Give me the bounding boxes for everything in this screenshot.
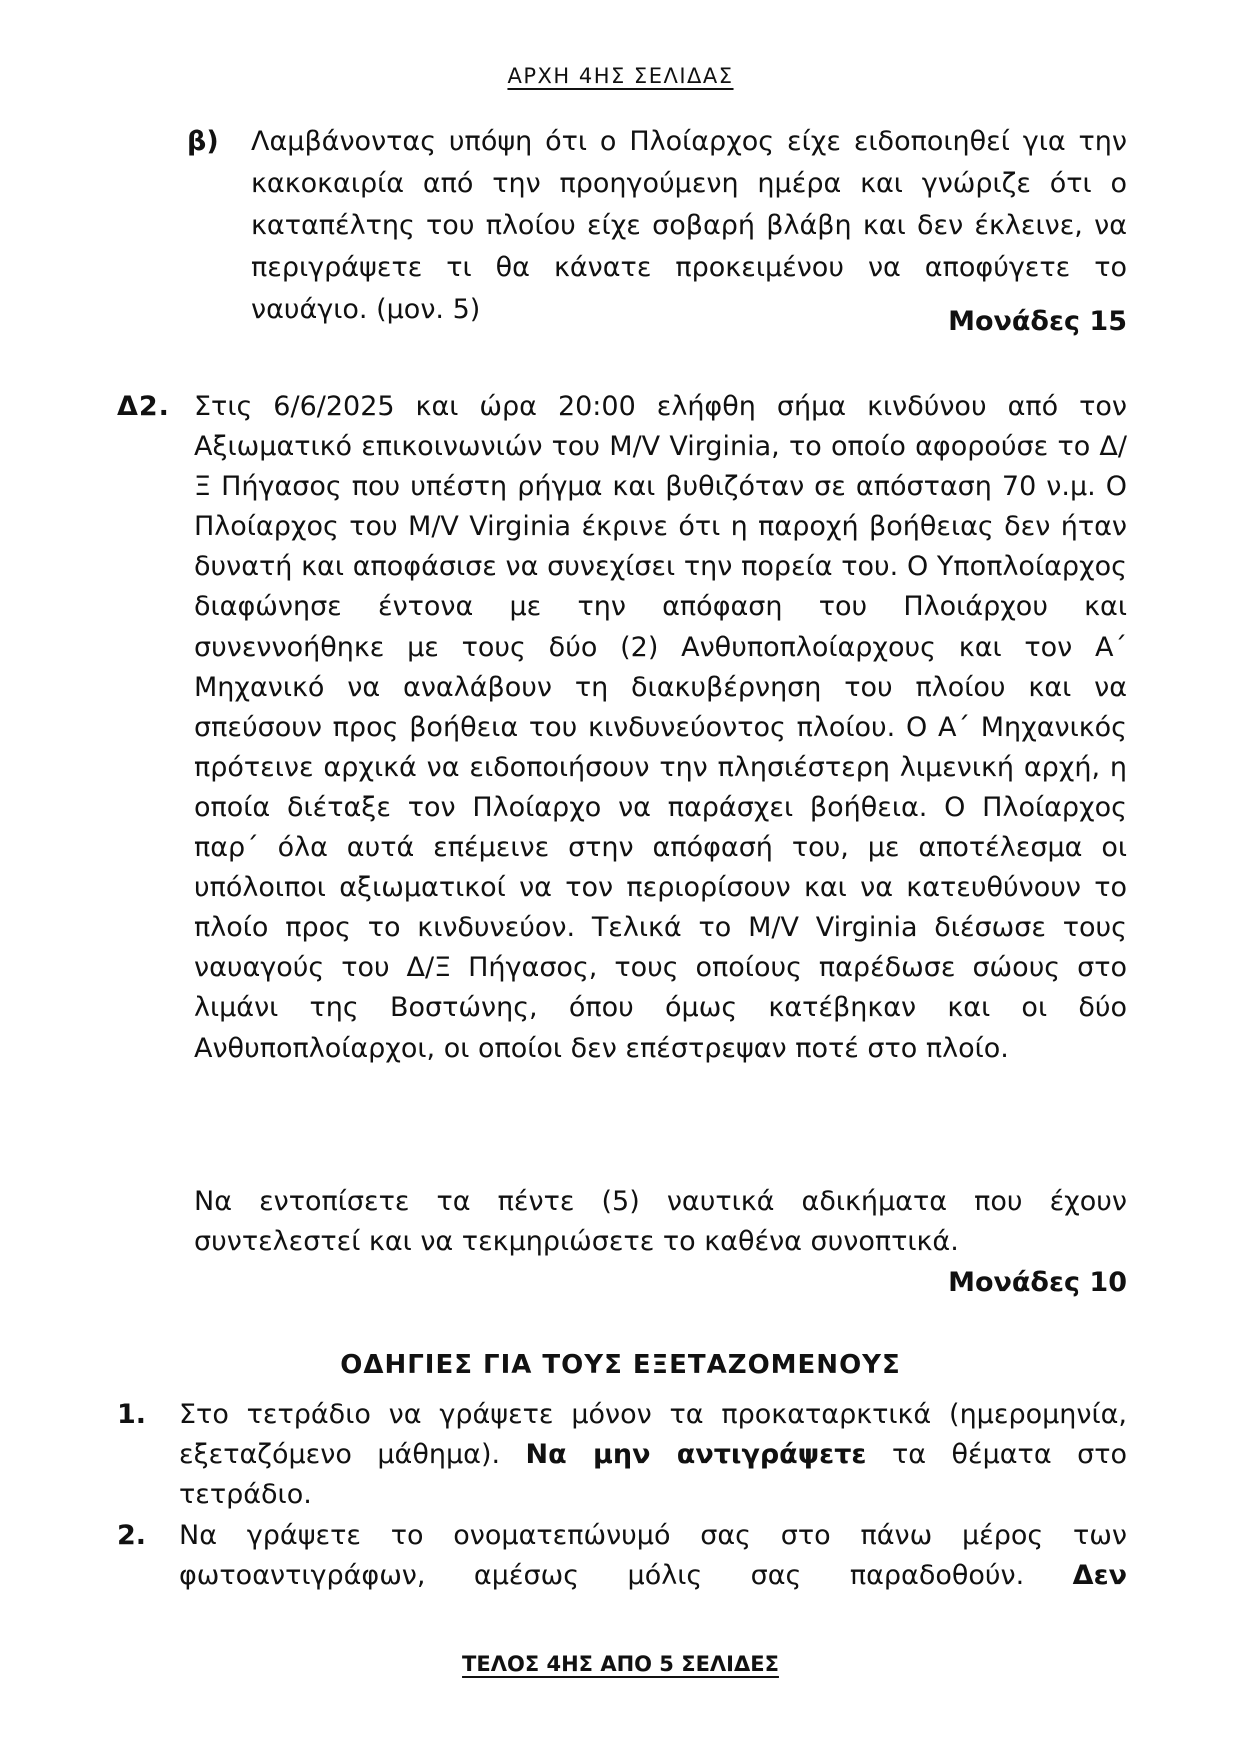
instruction-text-part: Να γράψετε το ονοματεπώνυμό σας στο πάνω μέρος των φωτοαντιγράφων, αμέσως μόλις σας παραδοθούν. bbox=[179, 1520, 1127, 1591]
page-footer: ΤΕΛΟΣ 4ΗΣ ΑΠΟ 5 ΣΕΛΙΔΕΣ bbox=[462, 1652, 779, 1676]
instruction-bold-text: Να μην αντιγράψετε bbox=[525, 1439, 867, 1470]
question-d2-text: Στις 6/6/2025 και ώρα 20:00 ελήφθη σήμα κινδύνου από τον Αξιωματικό επικοινωνιών του M/V Virginia, το οποίο αφορούσε το Δ/Ξ Πήγασος που υπέστη ρήγμα και βυθιζόταν σε απόσταση 70 ν.μ. Ο Πλοίαρχος του M/V Virginia έκρινε ότι η παροχή βοήθειας δεν ήταν δυνατή και αποφάσισε να συνεχίσει την πορεία του. Ο Υποπλοίαρχος διαφώνησε έντονα με την απόφαση του Πλοιάρχου και συνεννοήθηκε με τους δύο (2) Ανθυποπλοίαρχους και τον Α΄ Μηχανικό να αναλάβουν τη διακυβέρνηση του πλοίου και να σπεύσουν προς βοήθεια του κινδυνεύοντος πλοίου. Ο Α΄ Μηχανικός πρότεινε αρχικά να ειδοποιήσουν την πλησιέστερη λιμενική αρχή, η οποία διέταξε τον Πλοίαρχο να παράσχει βοήθεια. Ο Πλοίαρχος παρ΄ όλα αυτά επέμεινε στην απόφασή του, με αποτέλεσμα οι υπόλοιποι αξιωματικοί να τον περιορίσουν και να κατευθύνουν το πλοίο προς το κινδυνεύον. Τελικά το M/V Virginia διέσωσε τους ναυαγούς του Δ/Ξ Πήγασος, τους οποίους παρέδωσε σώους στο λιμάνι της Βοστώνης, όπου όμως κατέβηκαν και οι δύο Ανθυποπλοίαρχοι, οι οποίοι δεν επέστρεψαν ποτέ στο πλοίο. bbox=[194, 391, 1127, 1064]
question-b-label: β) bbox=[187, 126, 219, 157]
question-d2-label: Δ2. bbox=[117, 391, 170, 422]
question-b-marks: Μονάδες 15 bbox=[948, 306, 1127, 337]
question-d2-marks: Μονάδες 10 bbox=[948, 1267, 1127, 1298]
instructions-title: ΟΔΗΓΙΕΣ ΓΙΑ ΤΟΥΣ ΕΞΕΤΑΖΟΜΕΝΟΥΣ bbox=[340, 1350, 901, 1380]
page-header: ΑΡΧΗ 4ΗΣ ΣΕΛΙΔΑΣ bbox=[507, 64, 734, 88]
instruction-text-part: Στο τετράδιο να γράψετε μόνον τα προκαταρκτικά (ημερομηνία, εξεταζόμενο μάθημα). bbox=[179, 1399, 1127, 1470]
question-b-text: Λαμβάνοντας υπόψη ότι ο Πλοίαρχος είχε ειδοποιηθεί για την κακοκαιρία από την προηγούμενη ημέρα και γνώριζε ότι ο καταπέλτης του πλοίου είχε σοβαρή βλάβη και δεν έκλεινε, να περιγράψετε τι θα κάνατε προκειμένου να αποφύγετε το ναυάγιο. (μον. 5) bbox=[251, 126, 1127, 325]
question-d2-task: Να εντοπίσετε τα πέντε (5) ναυτικά αδικήματα που έχουν συντελεστεί και να τεκμηριώσετε το καθένα συνοπτικά. bbox=[194, 1186, 1127, 1257]
instruction-number: 2. bbox=[117, 1520, 147, 1551]
instruction-text bbox=[179, 1516, 1127, 1596]
instruction-text bbox=[179, 1395, 1127, 1515]
instruction-text-part: τα θέματα στο τετράδιο. bbox=[179, 1439, 1127, 1510]
instruction-bold-text: Δεν bbox=[1072, 1560, 1127, 1591]
instruction-number: 1. bbox=[117, 1399, 147, 1430]
